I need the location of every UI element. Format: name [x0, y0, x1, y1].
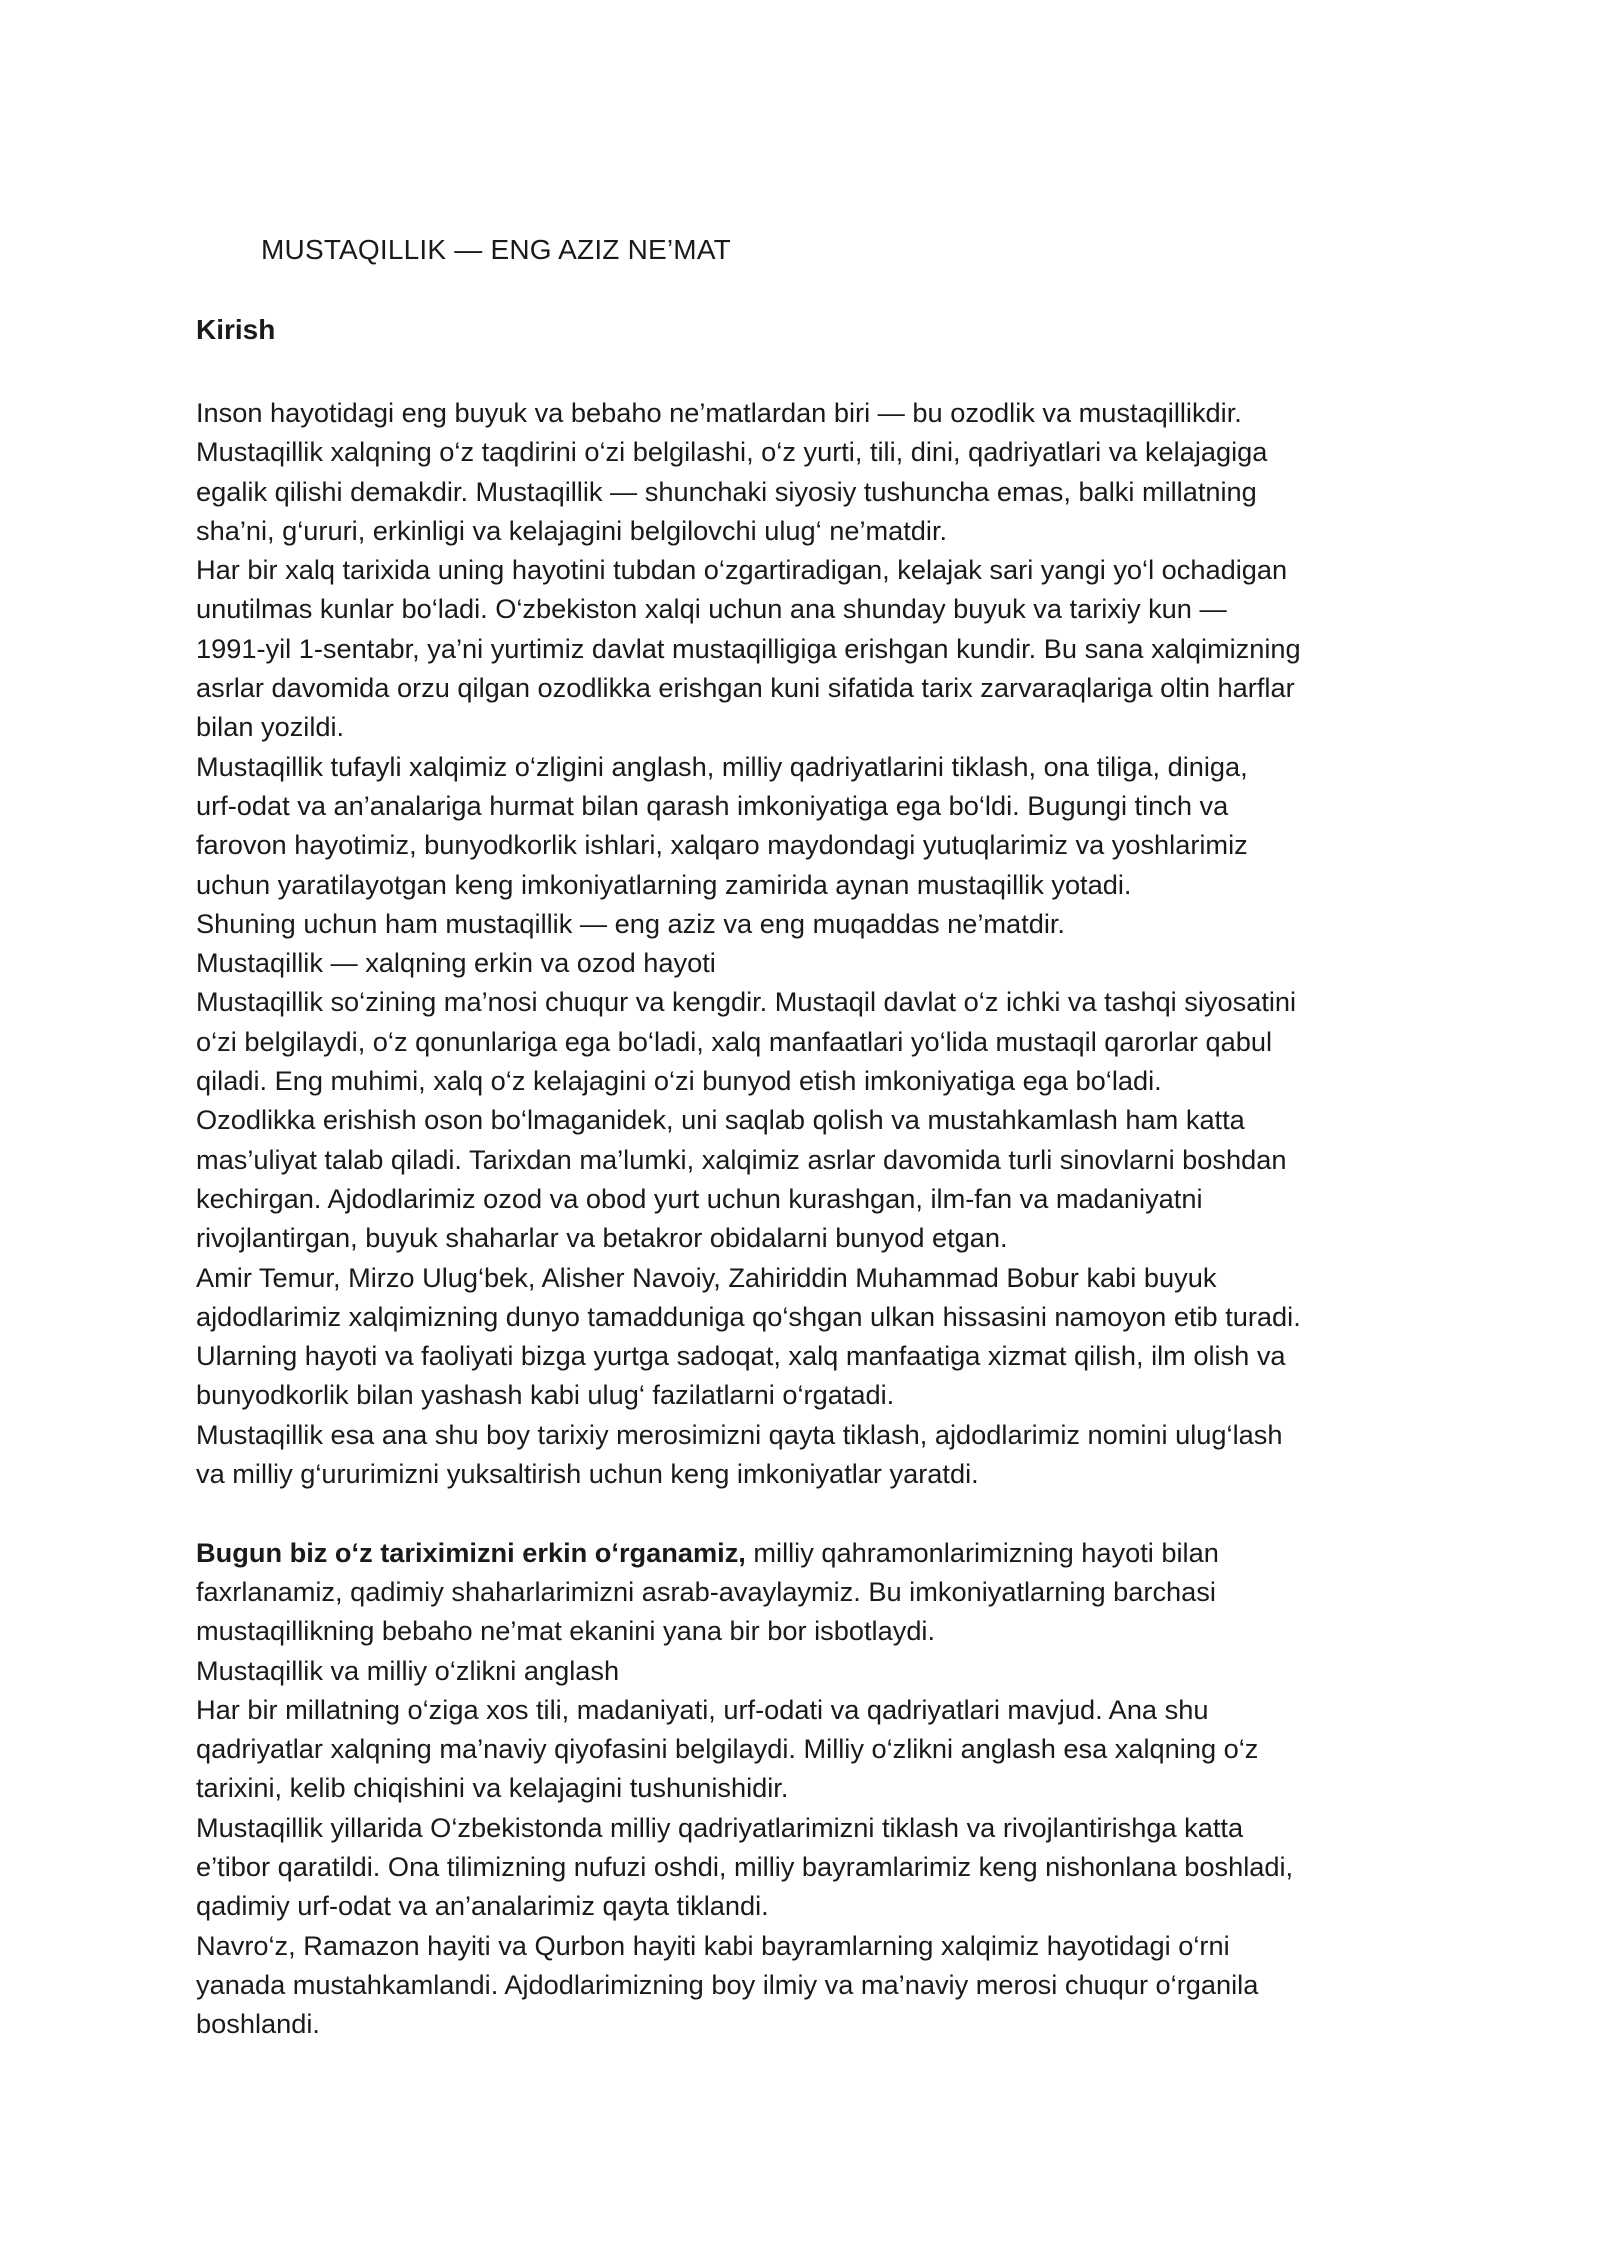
- document-body: [196, 393, 1436, 2043]
- text-line: Mustaqillik so‘zining ma’nosi chuqur va kengdir. Mustaqil davlat o‘z ichki va tashqi siyosatini: [196, 986, 1297, 1018]
- text-line: farovon hayotimiz, bunyodkorlik ishlari, xalqaro maydondagi yutuqlarimiz va yoshlarimiz: [196, 829, 1248, 861]
- text-line: Amir Temur, Mirzo Ulug‘bek, Alisher Navoiy, Zahiriddin Muhammad Bobur kabi buyuk: [196, 1261, 1217, 1293]
- text-line: yanada mustahkamlandi. Ajdodlarimizning boy ilmiy va ma’naviy merosi chuqur o‘rganila: [196, 1968, 1259, 2000]
- text-line: boshlandi.: [196, 2008, 320, 2040]
- bold-lead-line: [196, 1533, 1436, 1572]
- text-line: Har bir millatning o‘ziga xos tili, madaniyati, urf-odati va qadriyatlari mavjud. Ana shu: [196, 1693, 1209, 1725]
- subheading-line: Mustaqillik va milliy o‘zlikni anglash: [196, 1654, 620, 1686]
- text-line: qiladi. Eng muhimi, xalq o‘z kelajagini o‘zi bunyod etish imkoniyatiga ega bo‘ladi.: [196, 1065, 1162, 1097]
- text-line: sha’ni, g‘ururi, erkinligi va kelajagini belgilovchi ulug‘ ne’matdir.: [196, 514, 948, 546]
- text-line: va milliy g‘ururimizni yuksaltirish uchun keng imkoniyatlar yaratdi.: [196, 1458, 979, 1490]
- text-line: Ularning hayoti va faoliyati bizga yurtga sadoqat, xalq manfaatiga xizmat qilish, ilm olish va: [196, 1340, 1286, 1372]
- text-line: Mustaqillik yillarida O‘zbekistonda milliy qadriyatlarimizni tiklash va rivojlantirishga katta: [196, 1811, 1244, 1843]
- text-line: unutilmas kunlar bo‘ladi. O‘zbekiston xalqi uchun ana shunday buyuk va tarixiy kun —: [196, 593, 1227, 625]
- text-line: o‘zi belgilaydi, o‘z qonunlariga ega bo‘ladi, xalq manfaatlari yo‘lida mustaqil qarorlar qabul: [196, 1025, 1273, 1057]
- text-line: rivojlantirgan, buyuk shaharlar va betakror obidalarni bunyod etgan.: [196, 1222, 1008, 1254]
- text-line: Inson hayotidagi eng buyuk va bebaho ne’matlardan biri — bu ozodlik va mustaqillikdir.: [196, 397, 1242, 428]
- text-line: Mustaqillik esa ana shu boy tarixiy merosimizni qayta tiklash, ajdodlarimiz nomini ulug‘lash: [196, 1418, 1283, 1450]
- text-line: ajdodlarimiz xalqimizning dunyo tamadduniga qo‘shgan ulkan hissasini namoyon etib turadi.: [196, 1300, 1301, 1332]
- text-line: Mustaqillik xalqning o‘z taqdirini o‘zi belgilashi, o‘z yurti, tili, dini, qadriyatlari va kelajagiga: [196, 436, 1268, 468]
- paragraph-gap: [196, 1493, 1436, 1532]
- text-line: bilan yozildi.: [196, 711, 345, 743]
- subheading-line: Mustaqillik — xalqning erkin va ozod hayoti: [196, 947, 716, 979]
- text-line: tarixini, kelib chiqishini va kelajagini tushunishidir.: [196, 1772, 789, 1804]
- text-line: faxrlanamiz, qadimiy shaharlarimizni asrab-avaylaymiz. Bu imkoniyatlarning barchasi: [196, 1575, 1216, 1607]
- text-line: qadriyatlar xalqning ma’naviy qiyofasini belgilaydi. Milliy o‘zlikni anglash esa xalqning o‘z: [196, 1733, 1259, 1765]
- bold-line-rest: milliy qahramonlarimizning hayoti bilan: [745, 1536, 1219, 1568]
- text-line: Mustaqillik tufayli xalqimiz o‘zligini anglash, milliy qadriyatlarini tiklash, ona tiliga, diniga,: [196, 750, 1248, 782]
- text-line: urf-odat va an’analariga hurmat bilan qarash imkoniyatiga ega bo‘ldi. Bugungi tinch va: [196, 789, 1229, 821]
- text-line: bunyodkorlik bilan yashash kabi ulug‘ fazilatlarni o‘rgatadi.: [196, 1379, 895, 1411]
- text-line: asrlar davomida orzu qilgan ozodlikka erishgan kuni sifatida tarix zarvaraqlariga oltin harflar: [196, 672, 1295, 704]
- text-line: Ozodlikka erishish oson bo‘lmaganidek, uni saqlab qolish va mustahkamlash ham katta: [196, 1104, 1245, 1136]
- text-line: mustaqillikning bebaho ne’mat ekanini yana bir bor isbotlaydi.: [196, 1615, 936, 1647]
- text-line: Shuning uchun ham mustaqillik — eng aziz va eng muqaddas ne’matdir.: [196, 907, 1065, 939]
- text-line: e’tibor qaratildi. Ona tilimizning nufuzi oshdi, milliy bayramlarimiz keng nishonlana boshladi,: [196, 1850, 1294, 1882]
- text-line: 1991-yil 1-sentabr, ya’ni yurtimiz davlat mustaqilligiga erishgan kundir. Bu sana xalqimizning: [196, 632, 1301, 664]
- text-line: Navro‘z, Ramazon hayiti va Qurbon hayiti kabi bayramlarning xalqimiz hayotidagi o‘rni: [196, 1929, 1230, 1961]
- text-line: uchun yaratilayotgan keng imkoniyatlarning zamirida aynan mustaqillik yotadi.: [196, 868, 1132, 900]
- text-line: mas’uliyat talab qiladi. Tarixdan ma’lumki, xalqimiz asrlar davomida turli sinovlarni boshdan: [196, 1143, 1287, 1175]
- section-heading-kirish: Kirish: [196, 314, 276, 345]
- document-title: MUSTAQILLIK — ENG AZIZ NE’MAT: [261, 234, 731, 265]
- bold-phrase: Bugun biz o‘z tariximizni erkin o‘rganamiz,: [196, 1536, 746, 1568]
- text-line: kechirgan. Ajdodlarimiz ozod va obod yurt uchun kurashgan, ilm-fan va madaniyatni: [196, 1182, 1203, 1214]
- text-line: egalik qilishi demakdir. Mustaqillik — shunchaki siyosiy tushuncha emas, balki millatning: [196, 475, 1257, 507]
- text-line: qadimiy urf-odat va an’analarimiz qayta tiklandi.: [196, 1890, 769, 1922]
- text-line: Har bir xalq tarixida uning hayotini tubdan o‘zgartiradigan, kelajak sari yangi yo‘l ochadigan: [196, 554, 1288, 586]
